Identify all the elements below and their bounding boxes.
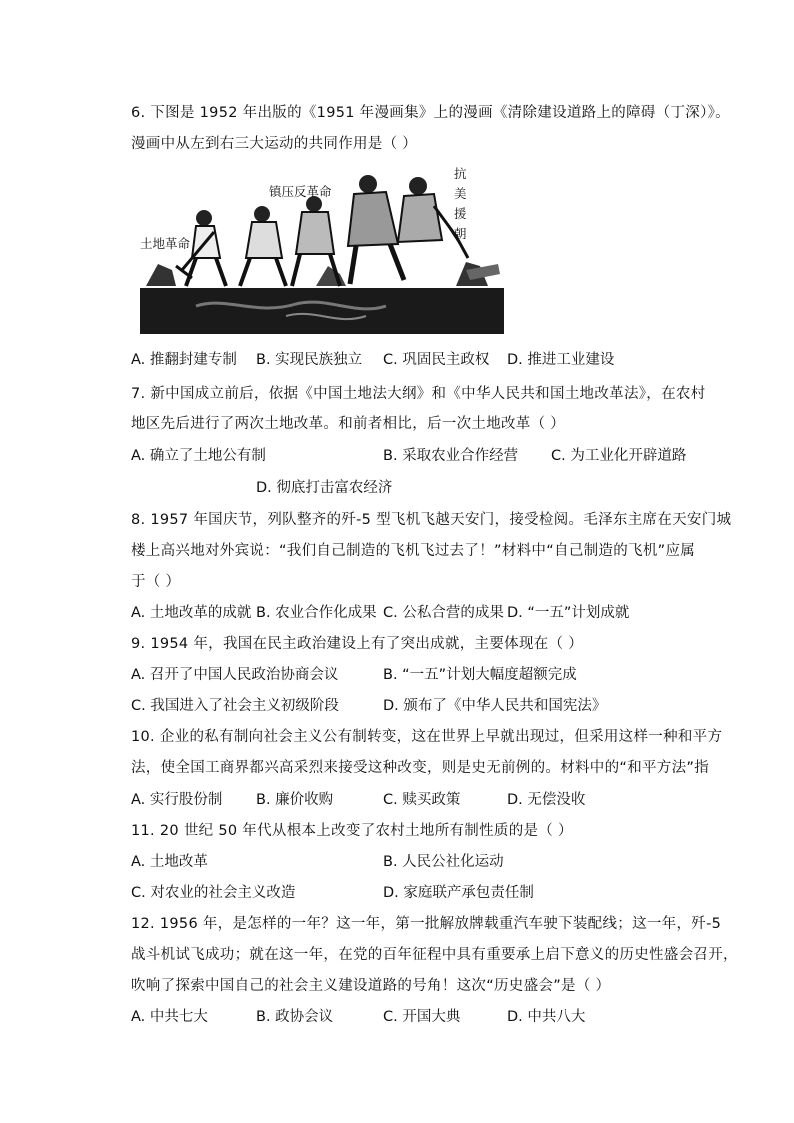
q7-line-2: 地区先后进行了两次土地改革。和前者相比，后一次土地改革（ ） <box>131 416 566 432</box>
q8-line-1: 8. 1957 年国庆节，列队整齐的歼-5 型飞机飞越天安门，接受检阅。毛泽东主席在天安门城 <box>131 512 732 528</box>
q7-line-1: 7. 新中国成立前后，依据《中国土地法大纲》和《中华人民共和国土地改革法》，在农村 <box>131 386 706 402</box>
q10-line-1: 10. 企业的私有制向社会主义公有制转变，这在世界上早就出现过，但采用这样一种和平方 <box>131 729 723 745</box>
q8-line-3: 于（ ） <box>131 574 181 590</box>
q12-option-a[interactable]: A. 中共七大 <box>131 1009 208 1025</box>
cartoon-label-land-reform: 土地革命 <box>140 236 191 251</box>
q8-option-c[interactable]: C. 公私合营的成果 <box>383 605 504 621</box>
q11-option-c[interactable]: C. 对农业的社会主义改造 <box>131 885 296 901</box>
q7-option-b[interactable]: B. 采取农业合作经营 <box>383 448 519 464</box>
q12-option-b[interactable]: B. 政协会议 <box>256 1009 334 1025</box>
cartoon-label-suppress: 镇压反革命 <box>269 184 332 199</box>
q11-line-1: 11. 20 世纪 50 年代从根本上改变了农村土地所有制性质的是（ ） <box>131 823 573 839</box>
q8-option-b[interactable]: B. 农业合作化成果 <box>256 605 377 621</box>
q11-option-a[interactable]: A. 土地改革 <box>131 854 208 870</box>
q9-option-c[interactable]: C. 我国进入了社会主义初级阶段 <box>131 698 339 714</box>
cartoon-image <box>136 166 506 336</box>
q7-option-d[interactable]: D. 彻底打击富农经济 <box>256 480 393 496</box>
q9-line-1: 9. 1954 年，我国在民主政治建设上有了突出成就，主要体现在（ ） <box>131 636 584 652</box>
q8-line-2: 楼上高兴地对外宾说：“我们自己制造的飞机飞过去了！”材料中“自己制造的飞机”应属 <box>131 543 696 559</box>
q6-option-a[interactable]: A. 推翻封建专制 <box>131 352 237 368</box>
q7-option-c[interactable]: C. 为工业化开辟道路 <box>551 448 687 464</box>
q12-option-d[interactable]: D. 中共八大 <box>507 1009 586 1025</box>
q8-option-d[interactable]: D. “一五”计划成就 <box>507 605 630 621</box>
q6-option-d[interactable]: D. 推进工业建设 <box>507 352 615 368</box>
q10-line-2: 法，使全国工商界都兴高采烈来接受这种改变，则是史无前例的。材料中的“和平方法”指 <box>131 760 710 776</box>
q8-option-a[interactable]: A. 土地改革的成就 <box>131 605 252 621</box>
q10-option-a[interactable]: A. 实行股份制 <box>131 792 223 808</box>
q7-option-a[interactable]: A. 确立了土地公有制 <box>131 448 266 464</box>
q11-option-d[interactable]: D. 家庭联产承包责任制 <box>383 885 534 901</box>
q11-option-b[interactable]: B. 人民公社化运动 <box>383 854 504 870</box>
q9-option-b[interactable]: B. “一五”计划大幅度超额完成 <box>383 667 577 683</box>
cartoon-label-mei: 美 <box>454 186 467 201</box>
q12-line-3: 吹响了探索中国自己的社会主义建设道路的号角！这次“历史盛会”是（ ） <box>131 978 611 994</box>
q12-line-2: 战斗机试飞成功；就在这一年，在党的百年征程中具有重要承上启下意义的历史性盛会召开， <box>131 947 738 963</box>
q10-option-d[interactable]: D. 无偿没收 <box>507 792 586 808</box>
q9-option-d[interactable]: D. 颁布了《中华人民共和国宪法》 <box>383 698 607 714</box>
cartoon-label-yuan: 援 <box>454 206 467 221</box>
q10-option-b[interactable]: B. 廉价收购 <box>256 792 334 808</box>
q6-line-1: 6. 下图是 1952 年出版的《1951 年漫画集》上的漫画《清除建设道路上的障碍（丁深）》。 <box>131 105 730 121</box>
cartoon-label-kang: 抗 <box>454 166 467 181</box>
q6-option-c[interactable]: C. 巩固民主政权 <box>383 352 490 368</box>
q6-option-b[interactable]: B. 实现民族独立 <box>256 352 363 368</box>
cartoon-label-chao: 朝 <box>454 226 467 241</box>
q6-line-2: 漫画中从左到右三大运动的共同作用是（ ） <box>131 136 418 152</box>
q12-line-1: 12. 1956 年，是怎样的一年？这一年，第一批解放牌载重汽车驶下装配线；这一年，歼-5 <box>131 916 722 932</box>
q12-option-c[interactable]: C. 开国大典 <box>383 1009 461 1025</box>
q9-option-a[interactable]: A. 召开了中国人民政治协商会议 <box>131 667 339 683</box>
q10-option-c[interactable]: C. 赎买政策 <box>383 792 461 808</box>
